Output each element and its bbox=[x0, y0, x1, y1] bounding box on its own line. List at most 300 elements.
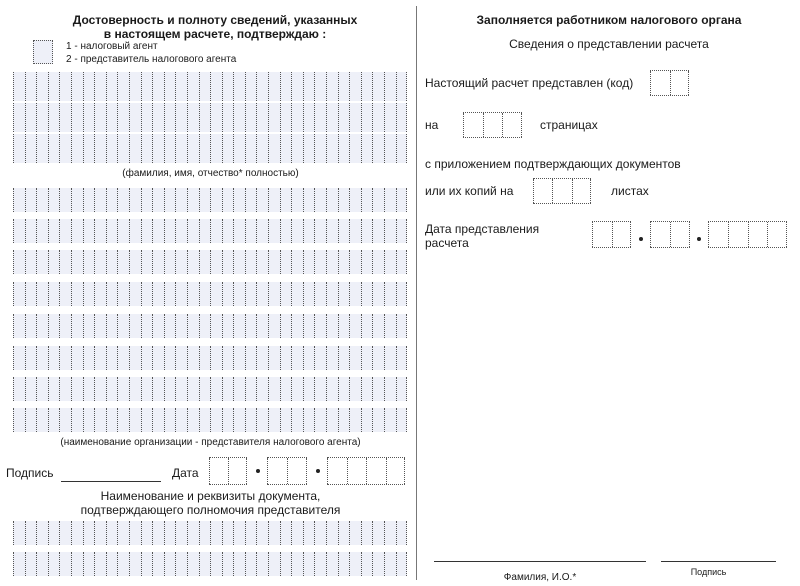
org-row-6[interactable] bbox=[13, 346, 407, 370]
input-cell[interactable] bbox=[233, 282, 245, 306]
input-cell[interactable] bbox=[326, 346, 338, 370]
input-cell[interactable] bbox=[199, 103, 211, 132]
input-cell[interactable] bbox=[384, 377, 396, 401]
input-cell[interactable] bbox=[187, 188, 199, 212]
input-cell[interactable] bbox=[36, 103, 48, 132]
input-cell[interactable] bbox=[256, 408, 268, 432]
input-cell[interactable] bbox=[175, 521, 187, 545]
input-cell[interactable] bbox=[361, 72, 373, 101]
input-cell[interactable] bbox=[187, 346, 199, 370]
input-cell[interactable] bbox=[338, 250, 350, 274]
input-cell[interactable] bbox=[117, 346, 129, 370]
input-cell[interactable] bbox=[233, 521, 245, 545]
input-cell[interactable] bbox=[13, 103, 25, 132]
input-cell[interactable] bbox=[314, 72, 326, 101]
input-cell[interactable] bbox=[94, 346, 106, 370]
input-cell[interactable] bbox=[384, 282, 396, 306]
input-cell[interactable] bbox=[106, 282, 118, 306]
input-cell[interactable] bbox=[314, 521, 326, 545]
input-cell[interactable] bbox=[106, 72, 118, 101]
input-cell[interactable] bbox=[164, 521, 176, 545]
input-cell[interactable] bbox=[187, 521, 199, 545]
input-cell[interactable] bbox=[164, 188, 176, 212]
input-cell[interactable] bbox=[268, 282, 280, 306]
input-cell[interactable] bbox=[106, 219, 118, 243]
input-cell[interactable] bbox=[372, 188, 384, 212]
input-cell[interactable] bbox=[222, 250, 234, 274]
input-cell[interactable] bbox=[708, 222, 728, 247]
input-cell[interactable] bbox=[36, 250, 48, 274]
input-cell[interactable] bbox=[361, 250, 373, 274]
input-cell[interactable] bbox=[372, 552, 384, 576]
input-cell[interactable] bbox=[83, 346, 95, 370]
input-cell[interactable] bbox=[199, 408, 211, 432]
input-cell[interactable] bbox=[245, 521, 257, 545]
input-cell[interactable] bbox=[199, 134, 211, 163]
input-cell[interactable] bbox=[199, 521, 211, 545]
input-cell[interactable] bbox=[303, 219, 315, 243]
input-cell[interactable] bbox=[83, 134, 95, 163]
input-cell[interactable] bbox=[256, 250, 268, 274]
input-cell[interactable] bbox=[152, 72, 164, 101]
input-cell[interactable] bbox=[13, 408, 25, 432]
input-cell[interactable] bbox=[187, 377, 199, 401]
input-cell[interactable] bbox=[592, 222, 612, 247]
input-cell[interactable] bbox=[552, 179, 571, 203]
input-cell[interactable] bbox=[280, 408, 292, 432]
authority-row-1[interactable] bbox=[13, 521, 407, 545]
input-cell[interactable] bbox=[36, 282, 48, 306]
input-cell[interactable] bbox=[268, 314, 280, 338]
input-cell[interactable] bbox=[36, 219, 48, 243]
org-row-3[interactable] bbox=[13, 250, 407, 274]
input-cell[interactable] bbox=[129, 346, 141, 370]
input-cell[interactable] bbox=[210, 282, 222, 306]
input-cell[interactable] bbox=[25, 314, 37, 338]
input-cell[interactable] bbox=[326, 188, 338, 212]
input-cell[interactable] bbox=[291, 188, 303, 212]
input-cell[interactable] bbox=[349, 408, 361, 432]
fio-row-3[interactable] bbox=[13, 134, 407, 163]
input-cell[interactable] bbox=[245, 250, 257, 274]
input-cell[interactable] bbox=[152, 219, 164, 243]
input-cell[interactable] bbox=[117, 377, 129, 401]
input-cell[interactable] bbox=[175, 103, 187, 132]
inspector-name-line[interactable] bbox=[434, 561, 646, 562]
input-cell[interactable] bbox=[372, 314, 384, 338]
input-cell[interactable] bbox=[83, 219, 95, 243]
input-cell[interactable] bbox=[245, 282, 257, 306]
taxpayer-type-checkbox[interactable] bbox=[33, 40, 53, 64]
input-cell[interactable] bbox=[48, 134, 60, 163]
input-cell[interactable] bbox=[338, 408, 350, 432]
input-cell[interactable] bbox=[106, 521, 118, 545]
input-cell[interactable] bbox=[361, 188, 373, 212]
input-cell[interactable] bbox=[129, 219, 141, 243]
input-cell[interactable] bbox=[94, 521, 106, 545]
input-cell[interactable] bbox=[59, 219, 71, 243]
input-cell[interactable] bbox=[314, 219, 326, 243]
input-cell[interactable] bbox=[129, 552, 141, 576]
input-cell[interactable] bbox=[71, 188, 83, 212]
input-cell[interactable] bbox=[372, 521, 384, 545]
input-cell[interactable] bbox=[106, 314, 118, 338]
input-cell[interactable] bbox=[36, 552, 48, 576]
input-cell[interactable] bbox=[222, 134, 234, 163]
input-cell[interactable] bbox=[314, 134, 326, 163]
input-cell[interactable] bbox=[287, 458, 307, 484]
input-cell[interactable] bbox=[59, 346, 71, 370]
input-cell[interactable] bbox=[152, 552, 164, 576]
input-cell[interactable] bbox=[141, 134, 153, 163]
input-cell[interactable] bbox=[25, 103, 37, 132]
input-cell[interactable] bbox=[13, 188, 25, 212]
input-cell[interactable] bbox=[245, 219, 257, 243]
input-cell[interactable] bbox=[187, 72, 199, 101]
input-cell[interactable] bbox=[349, 250, 361, 274]
input-cell[interactable] bbox=[187, 552, 199, 576]
input-cell[interactable] bbox=[175, 377, 187, 401]
input-cell[interactable] bbox=[94, 408, 106, 432]
input-cell[interactable] bbox=[291, 552, 303, 576]
input-cell[interactable] bbox=[187, 134, 199, 163]
input-cell[interactable] bbox=[245, 346, 257, 370]
input-cell[interactable] bbox=[291, 219, 303, 243]
input-cell[interactable] bbox=[71, 103, 83, 132]
input-cell[interactable] bbox=[314, 552, 326, 576]
input-cell[interactable] bbox=[245, 188, 257, 212]
input-cell[interactable] bbox=[291, 346, 303, 370]
input-cell[interactable] bbox=[233, 250, 245, 274]
input-cell[interactable] bbox=[25, 134, 37, 163]
input-cell[interactable] bbox=[245, 134, 257, 163]
input-cell[interactable] bbox=[164, 552, 176, 576]
input-cell[interactable] bbox=[94, 250, 106, 274]
input-cell[interactable] bbox=[314, 377, 326, 401]
input-cell[interactable] bbox=[199, 282, 211, 306]
input-cell[interactable] bbox=[280, 103, 292, 132]
input-cell[interactable] bbox=[210, 134, 222, 163]
input-cell[interactable] bbox=[222, 219, 234, 243]
input-cell[interactable] bbox=[175, 72, 187, 101]
input-cell[interactable] bbox=[280, 552, 292, 576]
input-cell[interactable] bbox=[303, 188, 315, 212]
input-cell[interactable] bbox=[372, 346, 384, 370]
input-cell[interactable] bbox=[256, 103, 268, 132]
input-cell[interactable] bbox=[291, 250, 303, 274]
input-cell[interactable] bbox=[268, 103, 280, 132]
input-cell[interactable] bbox=[106, 346, 118, 370]
input-cell[interactable] bbox=[36, 521, 48, 545]
input-cell[interactable] bbox=[349, 282, 361, 306]
input-cell[interactable] bbox=[361, 103, 373, 132]
input-cell[interactable] bbox=[396, 377, 408, 401]
input-cell[interactable] bbox=[256, 377, 268, 401]
input-cell[interactable] bbox=[106, 250, 118, 274]
input-cell[interactable] bbox=[349, 219, 361, 243]
input-cell[interactable] bbox=[572, 179, 591, 203]
input-cell[interactable] bbox=[175, 552, 187, 576]
input-cell[interactable] bbox=[141, 282, 153, 306]
input-cell[interactable] bbox=[396, 552, 408, 576]
input-cell[interactable] bbox=[280, 250, 292, 274]
input-cell[interactable] bbox=[396, 521, 408, 545]
input-cell[interactable] bbox=[650, 71, 670, 95]
input-cell[interactable] bbox=[106, 103, 118, 132]
input-cell[interactable] bbox=[303, 134, 315, 163]
input-cell[interactable] bbox=[280, 521, 292, 545]
input-cell[interactable] bbox=[222, 314, 234, 338]
input-cell[interactable] bbox=[326, 282, 338, 306]
input-cell[interactable] bbox=[347, 458, 367, 484]
input-cell[interactable] bbox=[314, 250, 326, 274]
input-cell[interactable] bbox=[48, 219, 60, 243]
input-cell[interactable] bbox=[291, 282, 303, 306]
input-cell[interactable] bbox=[396, 314, 408, 338]
input-cell[interactable] bbox=[25, 552, 37, 576]
input-cell[interactable] bbox=[210, 408, 222, 432]
input-cell[interactable] bbox=[94, 134, 106, 163]
input-cell[interactable] bbox=[71, 377, 83, 401]
input-cell[interactable] bbox=[338, 219, 350, 243]
input-cell[interactable] bbox=[268, 346, 280, 370]
input-cell[interactable] bbox=[280, 314, 292, 338]
input-cell[interactable] bbox=[117, 314, 129, 338]
input-cell[interactable] bbox=[117, 219, 129, 243]
input-cell[interactable] bbox=[303, 250, 315, 274]
input-cell[interactable] bbox=[71, 314, 83, 338]
input-cell[interactable] bbox=[59, 377, 71, 401]
input-cell[interactable] bbox=[650, 222, 670, 247]
input-cell[interactable] bbox=[25, 521, 37, 545]
input-cell[interactable] bbox=[141, 314, 153, 338]
input-cell[interactable] bbox=[384, 188, 396, 212]
code-box[interactable] bbox=[650, 70, 689, 96]
input-cell[interactable] bbox=[48, 408, 60, 432]
input-cell[interactable] bbox=[210, 188, 222, 212]
input-cell[interactable] bbox=[372, 377, 384, 401]
input-cell[interactable] bbox=[210, 250, 222, 274]
input-cell[interactable] bbox=[59, 134, 71, 163]
org-row-8[interactable] bbox=[13, 408, 407, 432]
input-cell[interactable] bbox=[48, 521, 60, 545]
pages-box[interactable] bbox=[463, 112, 522, 138]
input-cell[interactable] bbox=[164, 282, 176, 306]
input-cell[interactable] bbox=[71, 346, 83, 370]
input-cell[interactable] bbox=[152, 282, 164, 306]
input-cell[interactable] bbox=[372, 134, 384, 163]
input-cell[interactable] bbox=[175, 250, 187, 274]
input-cell[interactable] bbox=[187, 282, 199, 306]
input-cell[interactable] bbox=[372, 219, 384, 243]
input-cell[interactable] bbox=[164, 103, 176, 132]
input-cell[interactable] bbox=[210, 314, 222, 338]
input-cell[interactable] bbox=[222, 377, 234, 401]
input-cell[interactable] bbox=[280, 219, 292, 243]
input-cell[interactable] bbox=[59, 552, 71, 576]
input-cell[interactable] bbox=[384, 103, 396, 132]
input-cell[interactable] bbox=[13, 552, 25, 576]
input-cell[interactable] bbox=[384, 314, 396, 338]
input-cell[interactable] bbox=[117, 521, 129, 545]
authority-row-2[interactable] bbox=[13, 552, 407, 576]
input-cell[interactable] bbox=[199, 346, 211, 370]
input-cell[interactable] bbox=[233, 346, 245, 370]
input-cell[interactable] bbox=[129, 103, 141, 132]
input-cell[interactable] bbox=[291, 72, 303, 101]
input-cell[interactable] bbox=[372, 103, 384, 132]
input-cell[interactable] bbox=[612, 222, 632, 247]
input-cell[interactable] bbox=[59, 521, 71, 545]
input-cell[interactable] bbox=[361, 134, 373, 163]
input-cell[interactable] bbox=[83, 314, 95, 338]
input-cell[interactable] bbox=[129, 72, 141, 101]
input-cell[interactable] bbox=[117, 72, 129, 101]
input-cell[interactable] bbox=[361, 408, 373, 432]
input-cell[interactable] bbox=[256, 552, 268, 576]
org-row-2[interactable] bbox=[13, 219, 407, 243]
input-cell[interactable] bbox=[199, 250, 211, 274]
input-cell[interactable] bbox=[361, 314, 373, 338]
input-cell[interactable] bbox=[314, 408, 326, 432]
input-cell[interactable] bbox=[210, 521, 222, 545]
input-cell[interactable] bbox=[210, 219, 222, 243]
input-cell[interactable] bbox=[199, 314, 211, 338]
input-cell[interactable] bbox=[199, 72, 211, 101]
input-cell[interactable] bbox=[748, 222, 768, 247]
input-cell[interactable] bbox=[228, 458, 247, 484]
input-cell[interactable] bbox=[291, 377, 303, 401]
input-cell[interactable] bbox=[256, 282, 268, 306]
input-cell[interactable] bbox=[222, 521, 234, 545]
input-cell[interactable] bbox=[199, 377, 211, 401]
input-cell[interactable] bbox=[256, 72, 268, 101]
input-cell[interactable] bbox=[71, 521, 83, 545]
input-cell[interactable] bbox=[71, 72, 83, 101]
date-year-box[interactable] bbox=[327, 457, 405, 485]
input-cell[interactable] bbox=[349, 346, 361, 370]
input-cell[interactable] bbox=[175, 134, 187, 163]
input-cell[interactable] bbox=[117, 408, 129, 432]
input-cell[interactable] bbox=[314, 282, 326, 306]
input-cell[interactable] bbox=[152, 408, 164, 432]
input-cell[interactable] bbox=[338, 134, 350, 163]
org-row-1[interactable] bbox=[13, 188, 407, 212]
input-cell[interactable] bbox=[396, 346, 408, 370]
input-cell[interactable] bbox=[366, 458, 386, 484]
input-cell[interactable] bbox=[338, 552, 350, 576]
input-cell[interactable] bbox=[129, 521, 141, 545]
input-cell[interactable] bbox=[13, 346, 25, 370]
input-cell[interactable] bbox=[326, 552, 338, 576]
input-cell[interactable] bbox=[36, 346, 48, 370]
input-cell[interactable] bbox=[303, 521, 315, 545]
input-cell[interactable] bbox=[117, 103, 129, 132]
input-cell[interactable] bbox=[83, 408, 95, 432]
input-cell[interactable] bbox=[36, 188, 48, 212]
input-cell[interactable] bbox=[372, 250, 384, 274]
input-cell[interactable] bbox=[326, 377, 338, 401]
input-cell[interactable] bbox=[303, 377, 315, 401]
input-cell[interactable] bbox=[396, 103, 408, 132]
input-cell[interactable] bbox=[268, 72, 280, 101]
org-row-5[interactable] bbox=[13, 314, 407, 338]
input-cell[interactable] bbox=[280, 346, 292, 370]
input-cell[interactable] bbox=[36, 377, 48, 401]
input-cell[interactable] bbox=[13, 314, 25, 338]
input-cell[interactable] bbox=[187, 103, 199, 132]
input-cell[interactable] bbox=[349, 377, 361, 401]
input-cell[interactable] bbox=[349, 521, 361, 545]
input-cell[interactable] bbox=[233, 219, 245, 243]
input-cell[interactable] bbox=[463, 113, 483, 137]
input-cell[interactable] bbox=[129, 282, 141, 306]
input-cell[interactable] bbox=[94, 282, 106, 306]
submit-month-box[interactable] bbox=[650, 221, 690, 248]
input-cell[interactable] bbox=[361, 282, 373, 306]
input-cell[interactable] bbox=[245, 314, 257, 338]
input-cell[interactable] bbox=[326, 521, 338, 545]
input-cell[interactable] bbox=[326, 250, 338, 274]
input-cell[interactable] bbox=[106, 552, 118, 576]
input-cell[interactable] bbox=[349, 134, 361, 163]
input-cell[interactable] bbox=[256, 521, 268, 545]
input-cell[interactable] bbox=[303, 408, 315, 432]
input-cell[interactable] bbox=[233, 103, 245, 132]
input-cell[interactable] bbox=[129, 134, 141, 163]
input-cell[interactable] bbox=[25, 377, 37, 401]
input-cell[interactable] bbox=[326, 314, 338, 338]
input-cell[interactable] bbox=[13, 521, 25, 545]
input-cell[interactable] bbox=[233, 552, 245, 576]
input-cell[interactable] bbox=[164, 346, 176, 370]
input-cell[interactable] bbox=[256, 188, 268, 212]
input-cell[interactable] bbox=[384, 134, 396, 163]
input-cell[interactable] bbox=[187, 408, 199, 432]
input-cell[interactable] bbox=[175, 219, 187, 243]
input-cell[interactable] bbox=[25, 188, 37, 212]
input-cell[interactable] bbox=[384, 346, 396, 370]
input-cell[interactable] bbox=[303, 552, 315, 576]
input-cell[interactable] bbox=[48, 346, 60, 370]
input-cell[interactable] bbox=[291, 314, 303, 338]
input-cell[interactable] bbox=[245, 408, 257, 432]
input-cell[interactable] bbox=[175, 282, 187, 306]
input-cell[interactable] bbox=[83, 103, 95, 132]
input-cell[interactable] bbox=[71, 219, 83, 243]
input-cell[interactable] bbox=[245, 103, 257, 132]
input-cell[interactable] bbox=[384, 250, 396, 274]
input-cell[interactable] bbox=[222, 72, 234, 101]
input-cell[interactable] bbox=[210, 346, 222, 370]
input-cell[interactable] bbox=[25, 219, 37, 243]
input-cell[interactable] bbox=[291, 103, 303, 132]
input-cell[interactable] bbox=[129, 377, 141, 401]
input-cell[interactable] bbox=[71, 250, 83, 274]
input-cell[interactable] bbox=[187, 314, 199, 338]
input-cell[interactable] bbox=[502, 113, 522, 137]
input-cell[interactable] bbox=[164, 72, 176, 101]
input-cell[interactable] bbox=[164, 408, 176, 432]
input-cell[interactable] bbox=[59, 72, 71, 101]
input-cell[interactable] bbox=[199, 219, 211, 243]
input-cell[interactable] bbox=[767, 222, 787, 247]
input-cell[interactable] bbox=[384, 521, 396, 545]
input-cell[interactable] bbox=[152, 346, 164, 370]
input-cell[interactable] bbox=[152, 103, 164, 132]
input-cell[interactable] bbox=[349, 103, 361, 132]
input-cell[interactable] bbox=[210, 377, 222, 401]
